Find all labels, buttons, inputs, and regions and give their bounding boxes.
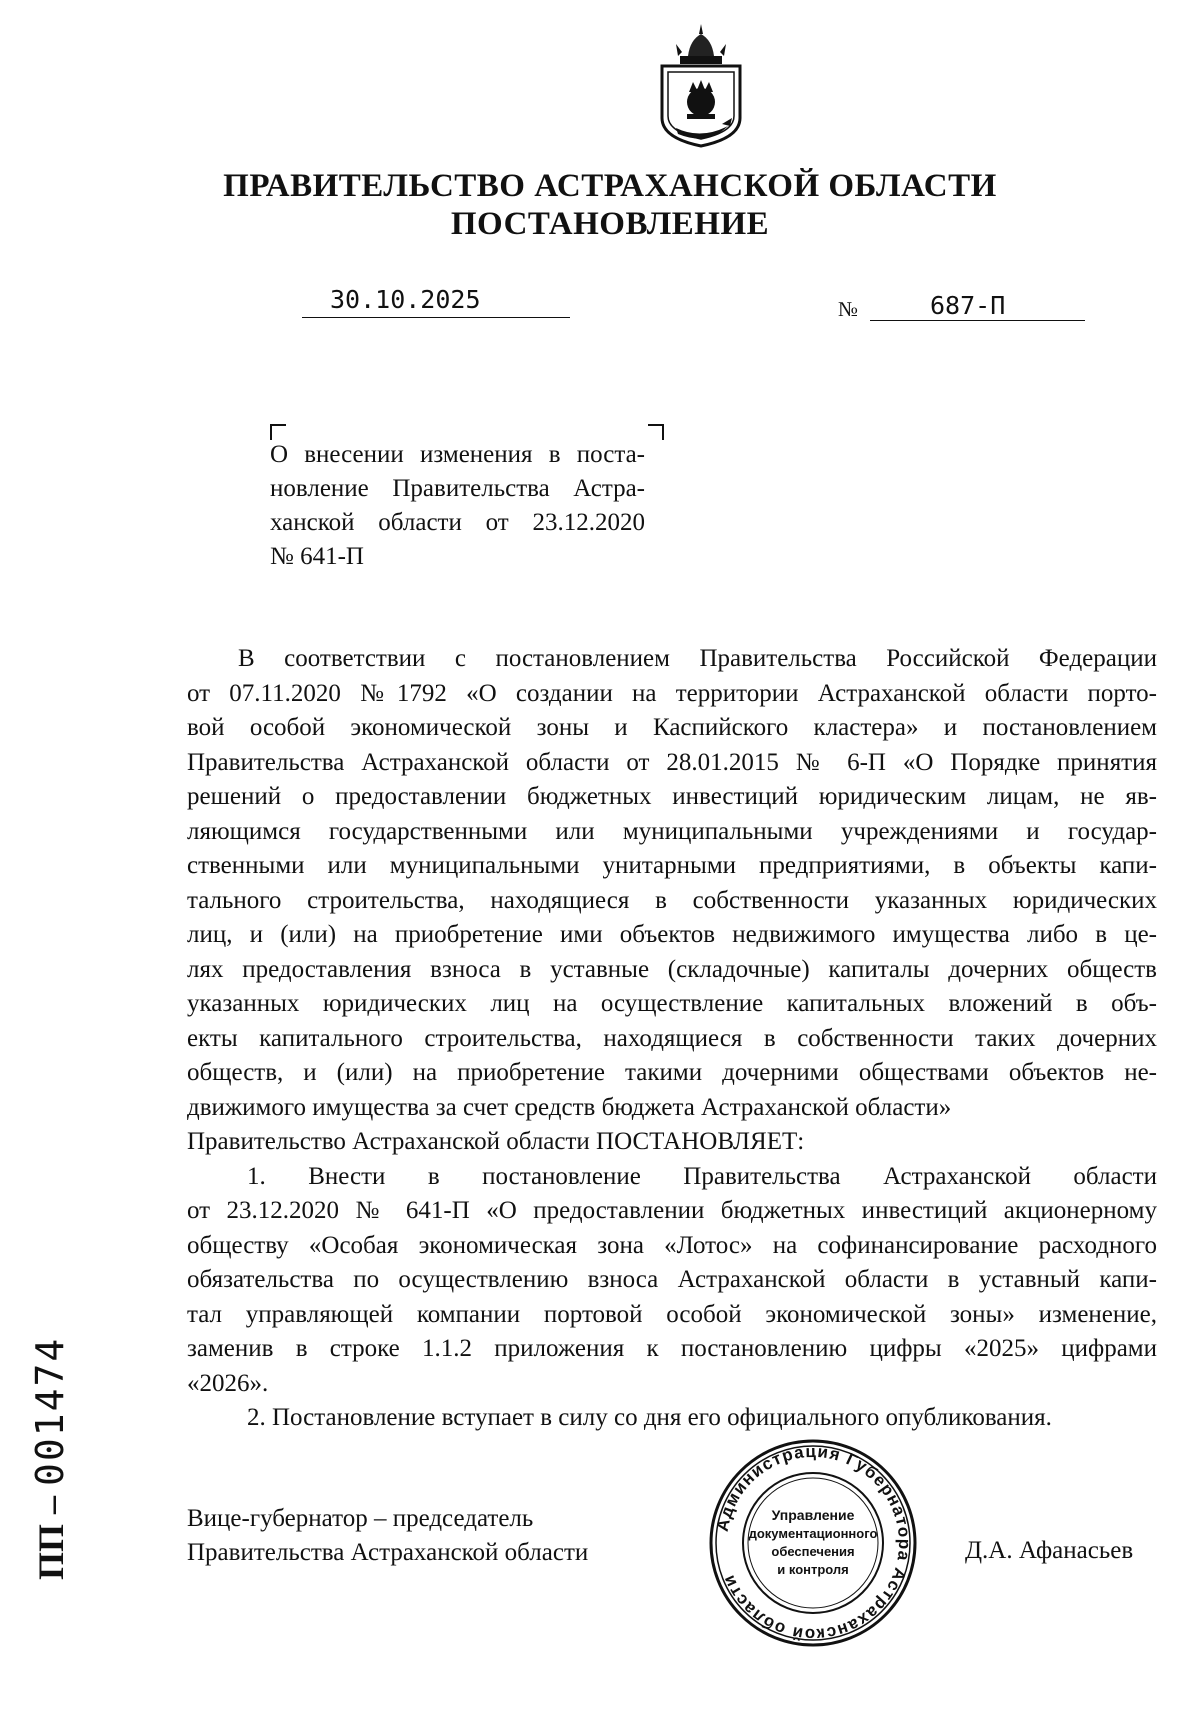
title-line: ханской области от 23.12.2020 (270, 509, 645, 536)
registration-dash: – (31, 1495, 71, 1514)
title-line: новление Правительства Астра- (270, 475, 645, 502)
stamp-ring-text: Администрация Губернатора Астраханской области (712, 1441, 915, 1645)
number-sign: № (838, 297, 859, 321)
preamble-line: ляющимся государственными или муниципальными учреждениями и государ- (187, 817, 1157, 845)
title-line: О внесении изменения в поста- (270, 441, 645, 468)
preamble-line: лиц, и (или) на приобретение ими объектов недвижимого имущества либо в це- (187, 921, 1157, 948)
preamble-line: В соответствии с постановлением Правительства Российской Федерации (238, 645, 1157, 672)
number-underline (870, 320, 1085, 321)
stamp-center-line: документационного (748, 1526, 878, 1541)
item1-line: тал управляющей компании портовой особой экономической зоны» изменение, (187, 1300, 1157, 1328)
preamble-line: Правительства Астраханской области от 28.01.2015 № 6-П «О Порядке принятия (187, 748, 1157, 776)
preamble-line: указанных юридических лиц на осуществление капитальных вложений в объ- (187, 990, 1157, 1017)
preamble-line: решений о предоставлении бюджетных инвестиций юридическим лицам, не яв- (187, 783, 1157, 810)
preamble-line: от 07.11.2020 №1792 «О создании на территории Астраханской области порто- (187, 679, 1157, 707)
signatory-name: Д.А. Афанасьев (965, 1537, 1134, 1564)
coat-of-arms-emblem (648, 22, 754, 162)
item1-line: от 23.12.2020 № 641-П «О предоставлении бюджетных инвестиций акционерному (187, 1197, 1157, 1224)
side-registration-number (28, 1337, 72, 1580)
preamble-line: вой особой экономической зоны и Каспийского кластера» и постановлением (187, 714, 1157, 741)
preamble-line: обществ, и (или) на приобретение такими дочерними обществами объектов не- (187, 1059, 1157, 1086)
document-type-heading: ПОСТАНОВЛЕНИЕ (450, 206, 770, 242)
official-stamp (708, 1438, 918, 1648)
registration-number: 001474 (28, 1336, 72, 1486)
preamble-line: лях предоставления взноса в уставные (складочные) капиталы дочерних обществ (187, 955, 1157, 983)
item1-line: заменив в строке 1.1.2 приложения к постановлению цифры «2025» цифрами (187, 1335, 1157, 1362)
stamp-center-line: и контроля (777, 1562, 849, 1577)
document-title (270, 438, 645, 574)
item1-line: обязательства по осуществлению взноса Астраханской области в уставный капи- (187, 1266, 1157, 1293)
preamble-line: ственными или муниципальными унитарными предприятиями, в объекты капи- (187, 852, 1157, 879)
item2-line: 2. Постановление вступает в силу со дня его официального опубликования. (247, 1404, 1052, 1431)
stamp-center-line: Управление (771, 1507, 855, 1523)
signatory-position-line: Правительства Астраханской области (187, 1539, 589, 1566)
document-number: 687-П (930, 291, 1006, 320)
preamble-line: тального строительства, находящиеся в собственности указанных юридических (187, 886, 1157, 914)
item1-line: «2026». (187, 1369, 269, 1397)
preamble-line: екты капитального строительства, находящиеся в собственности таких дочерних (187, 1024, 1157, 1052)
item1-line: 1. Внести в постановление Правительства Астраханской области (247, 1162, 1157, 1190)
signatory-position (187, 1502, 588, 1570)
organization-heading: ПРАВИТЕЛЬСТВО АСТРАХАНСКОЙ ОБЛАСТИ (223, 168, 997, 204)
stamp-center-line: обеспечения (771, 1544, 855, 1559)
title-line: № 641-П (270, 543, 364, 570)
item1-line: обществу «Особая экономическая зона «Лотос» на софинансирование расходного (187, 1231, 1157, 1259)
preamble-line: движимого имущества за счет средств бюджета Астраханской области» (187, 1093, 952, 1121)
title-corner-right (648, 424, 664, 440)
date-underline (302, 317, 570, 318)
document-date: 30.10.2025 (330, 285, 481, 314)
signatory-position-line: Вице-губернатор – председатель (187, 1505, 534, 1532)
registration-prefix: ПП (31, 1523, 71, 1580)
document-body (187, 642, 1157, 1436)
preamble-line: Правительство Астраханской области ПОСТАНОВЛЯЕТ: (187, 1128, 805, 1155)
